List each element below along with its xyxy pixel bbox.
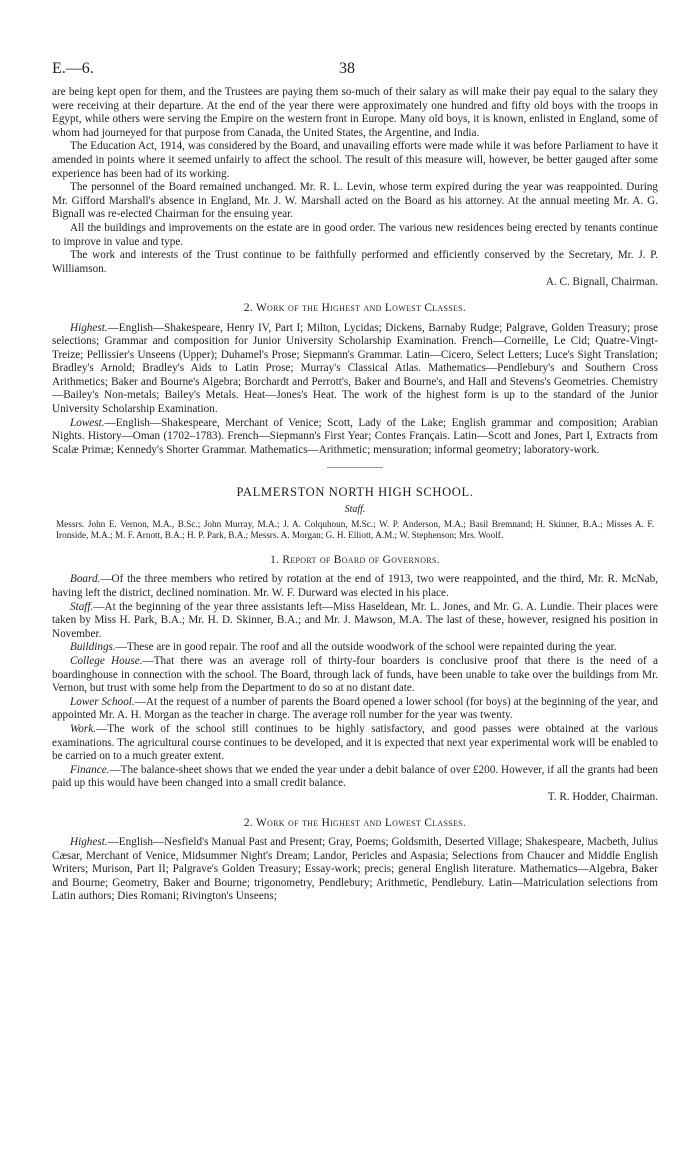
paragraph: are being kept open for them, and the Trustees are paying them so-much of their salary as will make their pay equal to the salary they were receiving at their departure. At the end of the year there were approximately one hundred and fifty old boys with the troops in Egypt, while others were serving the Empire on the western front in Europe. Many old boys, it is known, enlisted in England, some of whom had journeyed for that purpose from Canada, the United States, the Argentine, and India. [52,86,658,139]
divider [327,467,383,468]
text: —English—Shakespeare, Henry IV, Part I; Milton, Lycidas; Dickens, Barnaby Rudge; Palgrave, Golden Treasury; prose selections; Grammar and composition for Junior University Scholarship Examination. French—Corneille, Le Cid; Quatre-Vingt-Treize; Pellissier's Unseens (Upper); Duhamel's Prose; Siepmann's Grammar. Latin—Cicero, Select Letters; Luce's Sight Translation; Bradley's Arnold; Bradley's Aids to Latin Prose; Murray's Classical Atlas. Mathematics—Pendlebury's and Southern Cross Arithmetics; Baker and Bourne's Algebra; Borchardt and Perrott's, Baker and Bourne's, and Hall and Stevens's Geometries. Chemistry—Bailey's Non-metals; Bailey's Metals. Heat—Jones's Heat. The work of the highest form is up to the standard of the Junior University Scholarship Examination. [52,321,658,416]
report-code: E.—6. [52,60,94,77]
paragraph [52,573,658,600]
text: —English—Nesfield's Manual Past and Present; Gray, Poems; Goldsmith, Deserted Village; Shakespeare, Macbeth, Julius Cæsar, Merchant of Venice, Midsummer Night's Dream; Landor, Pericles and Aspasia; Selections from Chaucer and Middle English Writers; Murison, Part II; Palgrave's Golden Treasury; Essay-work; precis; general English literature. Mathematics—Algebra, Baker and Bourne; Geometry, Baker and Bourne; trigonometry, Pendlebury; Arithmetic, Pendlebury. Latin—Matriculation selections from Latin authors; Dies Romani; Rivington's Unseens; [52,836,658,903]
text: —That there was an average roll of thirty-four boarders is conclusive proof that there is the need of a boardinghouse in connection with the school. The Board, through lack of funds, have been unable to take over the buildings from Mr. Vernon, but trust with some help from the Department to do so at no distant date. [52,654,658,695]
school-title: PALMERSTON NORTH HIGH SCHOOL. [236,485,474,500]
label: Lower School. [70,695,135,708]
label: Lowest. [70,416,105,429]
paragraph: All the buildings and improvements on the estate are in good order. The various new residences being erected by tenants continue to improve in value and type. [52,221,658,248]
text: —At the beginning of the year three assistants left—Miss Haseldean, Mr. L. Jones, and Mr. G. A. Lundie. Their places were taken by Miss H. Park, B.A.; Mr. H. D. Skinner, B.A.; and Mr. J. Mawson, M.A. The last of these, however, resigned his position in November. [52,600,658,640]
section-heading: 2. Work of the Highest and Lowest Classes. [243,301,467,314]
staff-heading: Staff. [344,504,366,516]
label: College House. [70,654,143,667]
label: Highest. [70,321,108,334]
text: —Of the three members who retired by rotation at the end of 1913, two were reappointed, and the third, Mr. R. McNab, having left the district, declined nomination. Mr. W. F. Durward was elected in his place. [52,573,658,599]
signature: T. R. Hodder, Chairman. [547,790,658,803]
section-heading: 1. Report of Board of Governors. [270,553,440,566]
paragraph [52,655,658,696]
page-body [52,86,658,904]
text: —English—Shakespeare, Merchant of Venice; Scott, Lady of the Lake; English grammar and composition; Arabian Nights. History—Oman (1702–1783). French—Siepmann's First Year; Contes Français. Latin—Scott and Jones, Part I, Extracts from Scalæ Primæ; Kennedy's Shorter Grammar. Mathematics—Arithmetic; mensuration; informal geometry; laboratory-work. [52,416,658,456]
label: Work. [70,722,97,735]
paragraph: The work and interests of the Trust continue to be faithfully performed and efficiently conserved by the Secretary, Mr. J. P. Williamson. [52,249,658,275]
label: Highest. [70,836,108,849]
text: —At the request of a number of parents the Board opened a lower school (for boys) at the beginning of the year, and appointed Mr. A. H. Morgan as the teacher in charge. The average roll number for the year was twenty. [52,695,659,722]
signature: A. C. Bignall, Chairman. [545,276,658,289]
page-header [52,60,658,80]
label: Finance. [70,763,110,776]
paragraph [52,641,658,655]
page-number: 38 [339,60,355,77]
text: —The work of the school still continues to be highly satisfactory, and good passes were obtained at the various examinations. The agricultural course continues to be developed, and it is expected that next year experimental work will be enabled to be carried on to a much greater extent. [52,722,658,763]
paragraph [52,601,658,642]
label: Staff. [70,600,94,613]
highest-classes-paragraph [52,322,658,417]
paragraph [52,764,658,791]
section-heading: 2. Work of the Highest and Lowest Classes. [243,816,467,829]
label: Board. [70,573,101,586]
text: —These are in good repair. The roof and all the outside woodwork of the school were repainted during the year. [115,641,617,654]
staff-list: Messrs. John E. Vernon, M.A., B.Sc.; John Murray, M.A.; J. A. Colquhoun, M.Sc.; W. P. Anderson, M.A.; Basil Bremnand; H. Skinner, B.A.; Misses A. F. Ironside, M.A.; M. F. Arnott, B.A.; H. P. Park, B.A.; Messrs. A. Morgan; G. H. Elliott, A.M.; W. Stephenson; Mrs. Woolf. [56,518,654,541]
paragraph: The Education Act, 1914, was considered by the Board, and unavailing efforts were made while it was before Parliament to have it amended in points where it seemed unfairly to affect the school. The result of this measure will, however, be better gauged after some experience has been had of its working. [52,140,658,180]
paragraph: The personnel of the Board remained unchanged. Mr. R. L. Levin, whose term expired during the year was reappointed. During Mr. Gifford Marshall's absence in England, Mr. J. W. Marshall acted on the Board as his attorney. At the annual meeting Mr. A. G. Bignall was re-elected Chairman for the ensuing year. [52,181,658,221]
paragraph [52,723,658,764]
lowest-classes-paragraph [52,417,658,458]
label: Buildings. [70,641,116,654]
highest-classes-paragraph [52,836,658,904]
text: —The balance-sheet shows that we ended the year under a debit balance of over £200. However, if all the grants had been paid up this would have been changed into a small credit balance. [52,763,658,790]
paragraph [52,696,658,723]
